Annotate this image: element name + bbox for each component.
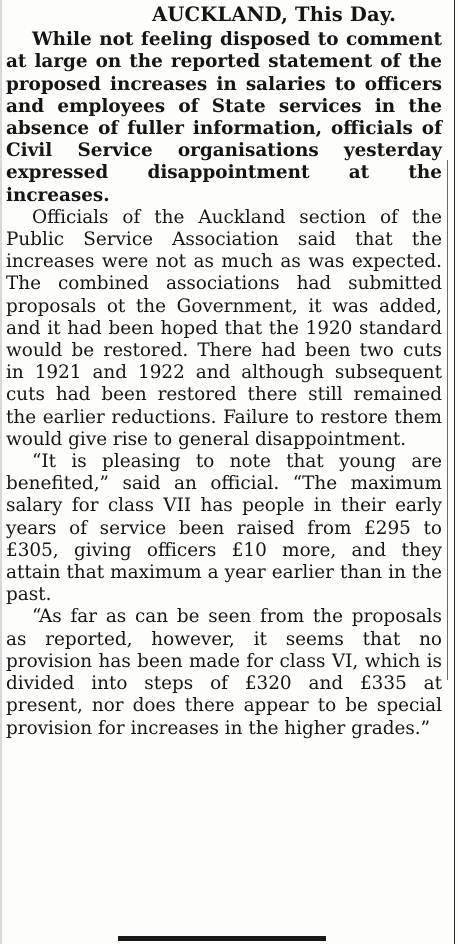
article-paragraph: “As far as can be seen from the proposals as reported, however, it seems that no provision has been made for class VI, which is divided into steps of £320 and £335 at present, nor does there appear to be special provision for increases in the higher grades.” — [6, 606, 442, 739]
right-column-rule-inner — [447, 160, 448, 680]
right-column-rule — [454, 0, 455, 944]
left-column-edge — [0, 0, 2, 944]
article-paragraph: Officials of the Auckland section of the Public Service Association said that the increases were not as much as was expected. The combined associations had submitted proposals ot the Government, it was added, and it had been hoped that the 1920 standard would be restored. There had been two cuts in 1921 and 1922 and although subsequent cuts had been restored there still remained the earlier reductions. Failure to restore them would give rise to general disappointment. — [6, 206, 442, 450]
news-article — [6, 4, 442, 740]
article-paragraph: “It is pleasing to note that young are benefited,” said an official. “The maximum salary for class VII has people in their early years of service been raised from £295 to £305, giving officers £10 more, and they attain that maximum a year earlier than in the past. — [6, 451, 442, 606]
dateline: AUCKLAND, This Day. — [152, 3, 397, 26]
article-paragraph-lead: While not feeling disposed to comment at large on the reported statement of the proposed increases in salaries to officers and employees of State services in the absence of fuller information, officials of Civil Service organisations yesterday expressed disappointment at the increases. — [6, 29, 442, 206]
section-divider-rule — [118, 936, 326, 941]
